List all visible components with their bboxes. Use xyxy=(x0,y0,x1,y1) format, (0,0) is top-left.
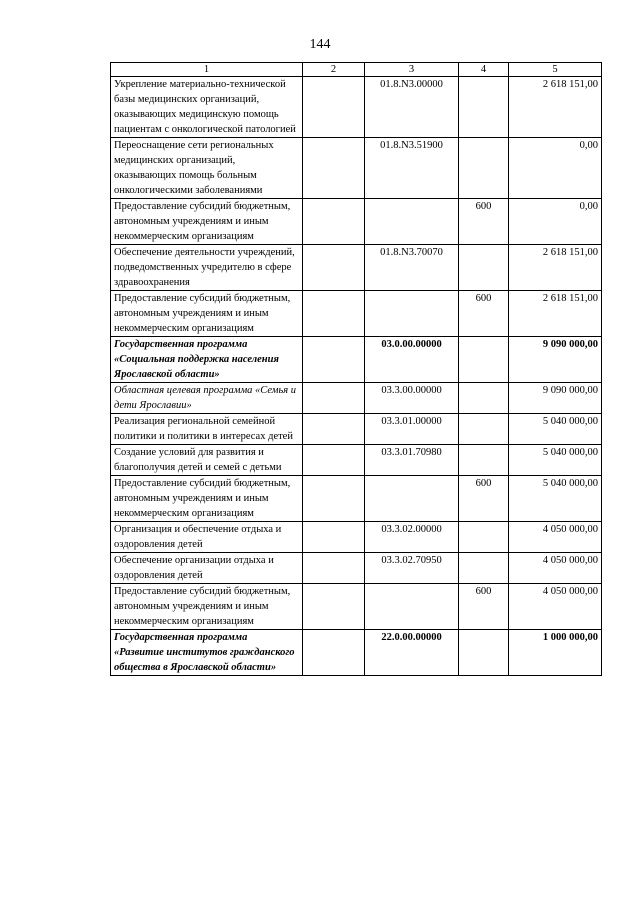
row-expense-type-cell: 600 xyxy=(459,476,509,522)
table-row xyxy=(111,553,602,584)
row-name-cell: Укрепление материально-технической базы медицинских организаций, оказывающих медицинскую помощь пациентам с онкологической патологией xyxy=(111,77,303,138)
budget-table xyxy=(110,62,602,676)
row-expense-type-cell xyxy=(459,383,509,414)
table-row xyxy=(111,476,602,522)
table-header-row xyxy=(111,63,602,77)
row-name-cell: Переоснащение сети региональных медицинских организаций, оказывающих помощь больным онкологическими заболеваниями xyxy=(111,138,303,199)
row-amount-cell: 1 000 000,00 xyxy=(509,630,602,676)
row-code-cell xyxy=(365,584,459,630)
table-row xyxy=(111,291,602,337)
row-name-cell: Предоставление субсидий бюджетным, автономным учреждениям и иным некоммерческим организациям xyxy=(111,476,303,522)
row-col2-cell xyxy=(303,383,365,414)
row-amount-cell: 2 618 151,00 xyxy=(509,291,602,337)
row-amount-cell: 4 050 000,00 xyxy=(509,553,602,584)
row-col2-cell xyxy=(303,199,365,245)
row-col2-cell xyxy=(303,337,365,383)
row-name-cell: Предоставление субсидий бюджетным, автономным учреждениям и иным некоммерческим организациям xyxy=(111,199,303,245)
row-amount-cell: 2 618 151,00 xyxy=(509,245,602,291)
row-name-cell: Государственная программа «Социальная поддержка населения Ярославской области» xyxy=(111,337,303,383)
row-expense-type-cell: 600 xyxy=(459,199,509,245)
row-name-cell: Обеспечение организации отдыха и оздоровления детей xyxy=(111,553,303,584)
row-amount-cell: 5 040 000,00 xyxy=(509,414,602,445)
row-amount-cell: 9 090 000,00 xyxy=(509,383,602,414)
row-expense-type-cell xyxy=(459,138,509,199)
row-col2-cell xyxy=(303,476,365,522)
row-expense-type-cell xyxy=(459,630,509,676)
row-code-cell: 03.3.01.00000 xyxy=(365,414,459,445)
row-code-cell: 03.3.02.70950 xyxy=(365,553,459,584)
row-expense-type-cell xyxy=(459,414,509,445)
page-number: 144 xyxy=(309,37,331,52)
column-header-4: 4 xyxy=(459,63,509,77)
row-code-cell: 22.0.00.00000 xyxy=(365,630,459,676)
row-code-cell xyxy=(365,199,459,245)
row-name-cell: Реализация региональной семейной политики и политики в интересах детей xyxy=(111,414,303,445)
row-col2-cell xyxy=(303,77,365,138)
row-amount-cell: 5 040 000,00 xyxy=(509,445,602,476)
row-col2-cell xyxy=(303,630,365,676)
table-row-program xyxy=(111,630,602,676)
column-header-2: 2 xyxy=(303,63,365,77)
table-row xyxy=(111,584,602,630)
row-name-cell: Создание условий для развития и благополучия детей и семей с детьми xyxy=(111,445,303,476)
row-col2-cell xyxy=(303,414,365,445)
table-row xyxy=(111,77,602,138)
row-code-cell: 01.8.N3.70070 xyxy=(365,245,459,291)
row-amount-cell: 4 050 000,00 xyxy=(509,522,602,553)
row-name-cell: Организация и обеспечение отдыха и оздоровления детей xyxy=(111,522,303,553)
row-name-cell: Государственная программа «Развитие институтов гражданского общества в Ярославской области» xyxy=(111,630,303,676)
row-code-cell: 03.3.02.00000 xyxy=(365,522,459,553)
table-row xyxy=(111,414,602,445)
row-expense-type-cell: 600 xyxy=(459,584,509,630)
row-amount-cell: 5 040 000,00 xyxy=(509,476,602,522)
row-col2-cell xyxy=(303,138,365,199)
row-code-cell: 03.0.00.00000 xyxy=(365,337,459,383)
table-row xyxy=(111,199,602,245)
table-body xyxy=(111,77,602,676)
row-col2-cell xyxy=(303,245,365,291)
row-code-cell xyxy=(365,476,459,522)
table-row xyxy=(111,522,602,553)
table-row-subprogram xyxy=(111,383,602,414)
column-header-5: 5 xyxy=(509,63,602,77)
table-row-program xyxy=(111,337,602,383)
row-name-cell: Областная целевая программа «Семья и дети Ярославии» xyxy=(111,383,303,414)
table-row xyxy=(111,245,602,291)
row-code-cell: 01.8.N3.51900 xyxy=(365,138,459,199)
row-name-cell: Предоставление субсидий бюджетным, автономным учреждениям и иным некоммерческим организациям xyxy=(111,291,303,337)
row-code-cell: 03.3.01.70980 xyxy=(365,445,459,476)
row-amount-cell: 2 618 151,00 xyxy=(509,77,602,138)
row-amount-cell: 9 090 000,00 xyxy=(509,337,602,383)
column-header-3: 3 xyxy=(365,63,459,77)
table-row xyxy=(111,445,602,476)
row-amount-cell: 0,00 xyxy=(509,138,602,199)
row-expense-type-cell xyxy=(459,77,509,138)
row-expense-type-cell xyxy=(459,245,509,291)
row-col2-cell xyxy=(303,553,365,584)
row-expense-type-cell xyxy=(459,337,509,383)
row-code-cell: 01.8.N3.00000 xyxy=(365,77,459,138)
row-expense-type-cell: 600 xyxy=(459,291,509,337)
column-header-1: 1 xyxy=(111,63,303,77)
row-expense-type-cell xyxy=(459,445,509,476)
row-col2-cell xyxy=(303,291,365,337)
row-name-cell: Предоставление субсидий бюджетным, автономным учреждениям и иным некоммерческим организациям xyxy=(111,584,303,630)
table-row xyxy=(111,138,602,199)
row-code-cell: 03.3.00.00000 xyxy=(365,383,459,414)
row-col2-cell xyxy=(303,522,365,553)
row-code-cell xyxy=(365,291,459,337)
row-col2-cell xyxy=(303,584,365,630)
row-expense-type-cell xyxy=(459,522,509,553)
row-amount-cell: 4 050 000,00 xyxy=(509,584,602,630)
row-col2-cell xyxy=(303,445,365,476)
row-expense-type-cell xyxy=(459,553,509,584)
row-amount-cell: 0,00 xyxy=(509,199,602,245)
row-name-cell: Обеспечение деятельности учреждений, подведомственных учредителю в сфере здравоохранения xyxy=(111,245,303,291)
